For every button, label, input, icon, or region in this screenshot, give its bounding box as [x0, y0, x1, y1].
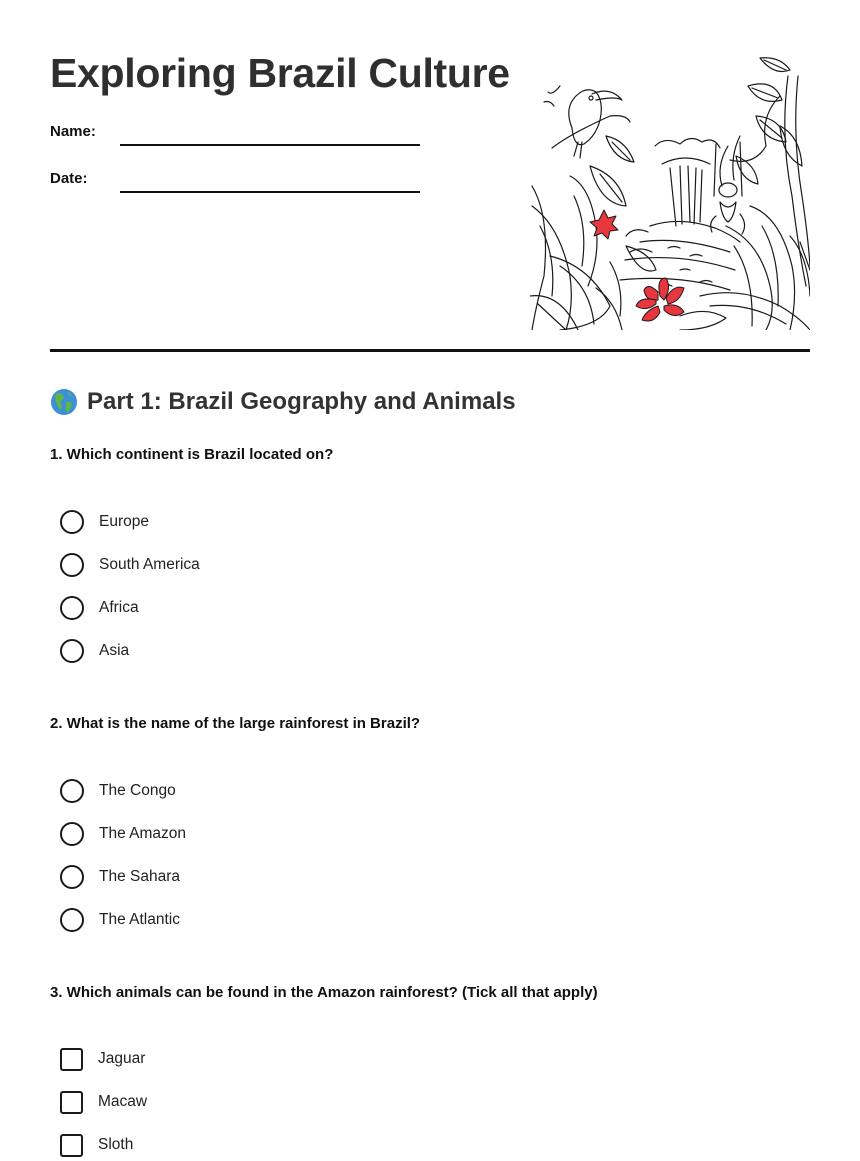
q1-option-europe[interactable] — [60, 509, 149, 535]
worksheet-title: Exploring Brazil Culture — [50, 50, 510, 96]
q1-option-africa[interactable] — [60, 595, 139, 621]
red-flower-illustration — [590, 210, 684, 321]
part1-heading-text: Part 1: Brazil Geography and Animals — [87, 388, 516, 415]
radio-button[interactable] — [60, 510, 84, 534]
checkbox[interactable] — [60, 1134, 83, 1157]
leaves-left-illustration — [530, 136, 656, 330]
option-label: Macaw — [98, 1093, 148, 1110]
globe-americas-icon — [50, 388, 78, 416]
question-2: 2. What is the name of the large rainforest in Brazil? — [50, 715, 421, 732]
date-label: Date: — [50, 170, 88, 187]
name-line[interactable] — [120, 144, 420, 146]
radio-button[interactable] — [60, 779, 84, 803]
option-label: South America — [99, 556, 200, 573]
leaves-right-illustration — [680, 58, 810, 330]
question-1: 1. Which continent is Brazil located on? — [50, 446, 334, 463]
q3-option-macaw[interactable] — [60, 1089, 147, 1115]
header-divider — [50, 349, 810, 352]
radio-button[interactable] — [60, 639, 84, 663]
option-label: The Sahara — [99, 868, 180, 885]
q2-option-amazon[interactable] — [60, 821, 186, 847]
option-label: The Atlantic — [99, 911, 180, 928]
option-label: Asia — [99, 642, 130, 659]
option-label: Africa — [99, 599, 139, 616]
q3-option-sloth[interactable] — [60, 1132, 133, 1158]
option-label: Jaguar — [98, 1050, 146, 1067]
question-3: 3. Which animals can be found in the Amazon rainforest? (Tick all that apply) — [50, 984, 598, 1001]
worksheet-page — [50, 0, 810, 1161]
date-line[interactable] — [120, 191, 420, 193]
q2-option-atlantic[interactable] — [60, 907, 180, 933]
option-label: Sloth — [98, 1136, 134, 1153]
q1-option-asia[interactable] — [60, 638, 129, 664]
q2-option-sahara[interactable] — [60, 864, 180, 890]
monkey-illustration — [711, 142, 745, 234]
radio-button[interactable] — [60, 553, 84, 577]
radio-button[interactable] — [60, 908, 84, 932]
radio-button[interactable] — [60, 822, 84, 846]
radio-button[interactable] — [60, 865, 84, 889]
tree-trunk-illustration — [720, 76, 810, 286]
part1-heading — [50, 388, 516, 416]
rainforest-illustration — [530, 56, 810, 330]
checkbox[interactable] — [60, 1091, 83, 1114]
radio-button[interactable] — [60, 596, 84, 620]
q3-option-jaguar[interactable] — [60, 1046, 145, 1072]
q2-option-congo[interactable] — [60, 778, 176, 804]
option-label: The Congo — [99, 782, 176, 799]
q1-option-south-america[interactable] — [60, 552, 200, 578]
name-field[interactable] — [50, 123, 430, 153]
option-label: The Amazon — [99, 825, 187, 842]
option-label: Europe — [99, 513, 149, 530]
checkbox[interactable] — [60, 1048, 83, 1071]
name-label: Name: — [50, 123, 96, 140]
date-field[interactable] — [50, 170, 430, 200]
